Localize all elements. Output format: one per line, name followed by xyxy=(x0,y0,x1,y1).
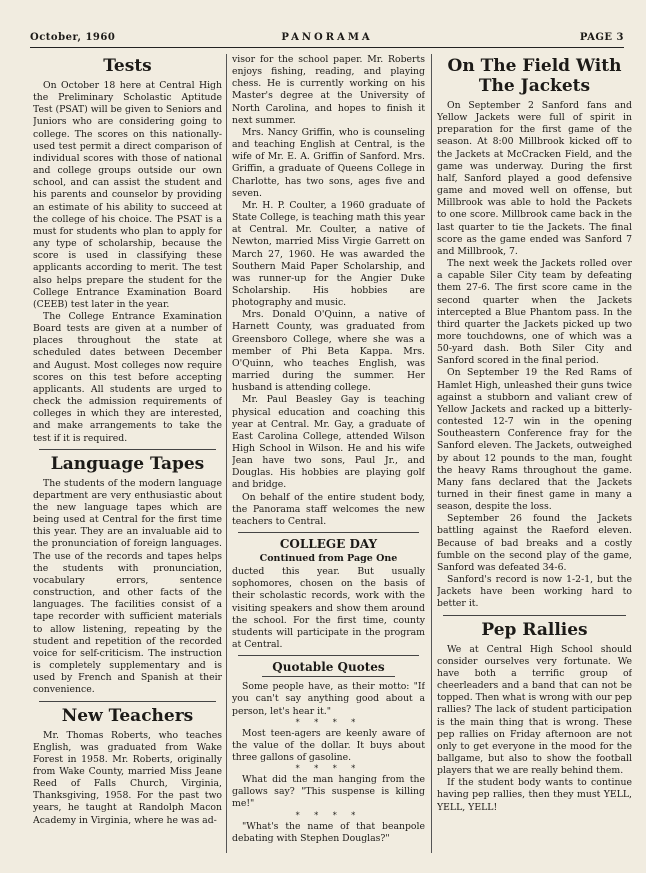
page-header xyxy=(30,32,624,46)
column-rule-1 xyxy=(226,54,227,853)
on-the-field-paragraph: September 26 found the Jackets battling against the Raeford eleven. Because of bad breaks and a costly fumble on the second play of the game, Sanford was defeated 34-6. xyxy=(437,513,632,573)
section-divider xyxy=(39,701,216,702)
quote-item: What did the man hanging from the gallows say? "This suspense is killing me!" xyxy=(232,774,425,810)
pep-rallies-paragraph: If the student body wants to continue having pep rallies, then they must YELL, YELL, YELL! xyxy=(437,777,632,813)
tests-headline: Tests xyxy=(103,56,152,76)
continued-notice: Continued from Page One xyxy=(259,553,398,565)
tests-article xyxy=(33,56,222,445)
tests-paragraph: The College Entrance Examination Board tests are given at a number of places throughout the state at scheduled dates between December and August. Most colleges now require scores on this test before accepting applicants. All students are urged to check the admission requirements of colleges in which they are interested, and make arrangements to take the test if it is required. xyxy=(33,310,222,444)
college-day-headline: COLLEGE DAY xyxy=(279,537,378,552)
section-divider xyxy=(39,449,216,450)
column-1 xyxy=(33,54,222,853)
language-tapes-headline: Language Tapes xyxy=(50,453,205,474)
section-divider xyxy=(443,615,626,616)
pep-rallies-article xyxy=(437,620,632,814)
section-divider xyxy=(238,532,419,533)
on-the-field-paragraph: The next week the Jackets rolled over a capable Siler City team by defeating them 27-6. The first score came in the second quarter when the Jackets intercepted a Blue Phantom pass. In the third quarter the Jackets picked up two more touchdowns, one of which was a 50-yard dash. Both Siler City and Sanford scored in the final period. xyxy=(437,258,632,367)
separator-stars: * * * * xyxy=(295,764,362,774)
pep-rallies-headline: Pep Rallies xyxy=(481,619,588,640)
quotable-quotes-headline: Quotable Quotes xyxy=(272,660,385,675)
column-3 xyxy=(437,54,632,853)
separator-stars: * * * * xyxy=(295,717,362,727)
quote-item: "What's the name of that beanpole debating with Stephen Douglas?" xyxy=(232,820,425,844)
new-teachers-paragraph: Mr. H. P. Coulter, a 1960 graduate of State College, is teaching math this year at Central. Mr. Coulter, a native of Newton, married Miss Virgie Garrett on March 27, 1960. He was awarded the Southern Maid Paper Scholarship, and was runner-up for the Angier Duke Scholarship. His hobbies are photography and music. xyxy=(232,199,425,309)
college-day-article xyxy=(232,537,425,651)
college-day-paragraph: ducted this year. But usually sophomores, chosen on the basis of their scholastic records, work with the visiting speakers and show them around the school. For the first time, county students will participate in the program at Central. xyxy=(232,566,425,651)
issue-date: October, 1960 xyxy=(30,32,116,43)
quotable-quotes-article xyxy=(232,660,425,845)
separator-stars: * * * * xyxy=(295,810,362,820)
on-the-field-paragraph: On September 2 Sanford fans and Yellow Jackets were full of spirit in preparation for the first game of the season. At 8:00 Millbrook kicked off to the Jackets at McCracken Field, and the game was underway. During the first half, Sanford played a good defensive game and moved well on offense, but Millbrook was able to hold the Packets to one score. Millbrook came back in the last quarter to tie the Jackets. The final score as the game ended was Sanford 7 and Millbrook, 7. xyxy=(437,100,632,257)
section-divider xyxy=(238,655,419,656)
language-tapes-paragraph: The students of the modern language department are very enthusiastic about the new language tapes which are being used at Central for the first time this year. They are an invaluable aid to the pronunciation of foreign languages. The use of the records and tapes helps the students with pronunciation, vocabulary errors, sentence construction, and other facts of the languages. The facilities consist of a tape recorder with sufficient materials to allow listening, repeating by the student and repetition of the recorded voice for self-criticism. The instruction is completely supplementary and is used by French and Spanish at their convenience. xyxy=(33,477,222,696)
on-the-field-article xyxy=(437,56,632,611)
page-number: PAGE 3 xyxy=(579,32,624,43)
new-teachers-paragraph: Mrs. Nancy Griffin, who is counseling and teaching English at Central, is the wife of Mr. E. A. Griffin of Sanford. Mrs. Griffin, a graduate of Queens College in Charlotte, has two sons, ages five and seven. xyxy=(232,126,425,199)
language-tapes-article xyxy=(33,454,222,697)
on-the-field-paragraph: Sanford's record is now 1-2-1, but the Jackets have been working hard to better it. xyxy=(437,574,632,610)
new-teachers-paragraph: On behalf of the entire student body, the Panorama staff welcomes the new teachers to Central. xyxy=(232,491,425,527)
new-teachers-continued xyxy=(232,54,425,528)
quote-item: Some people have, as their motto: "If you can't say anything good about a person, let's hear it." xyxy=(232,681,425,717)
new-teachers-headline: New Teachers xyxy=(61,705,194,726)
on-the-field-paragraph: On September 19 the Red Rams of Hamlet High, unleashed their guns twice against a stubborn and valiant crew of Yellow Jackets and racked up a bitterly-contested 12-7 win in the opening Southeastern Conference fray for the Sanford eleven. The Jackets, outweighed by about 12 pounds to the man, fought the heavy Rams throughout the game. Many fans declared that the Jackets turned in their finest game in many a season, despite the loss. xyxy=(437,367,632,513)
column-rule-2 xyxy=(431,54,432,853)
new-teachers-paragraph: visor for the school paper. Mr. Roberts enjoys fishing, reading, and playing chess. He is currently working on his Master's degree at the University of North Carolina, and hopes to finish it next summer. xyxy=(232,54,425,126)
pep-rallies-paragraph: We at Central High School should consider ourselves very fortunate. We have both a terrific group of cheerleaders and a band that can not be topped. Then what is wrong with our pep rallies? The lack of student participation is the main thing that is wrong. These pep rallies on Friday afternoon are not only to get everyone in the mood for the ballgame, but also to show the football players that we are really behind them. xyxy=(437,643,632,777)
tests-paragraph: On October 18 here at Central High the Preliminary Scholastic Aptitude Test (PSAT) will be given to Seniors and Juniors who are considering going to college. The scores on this nationally-used test permit a direct comparison of individual scores with those of national and college groups outside our own school, and can assist the student and his parents and counselor by providing an estimate of his ability to succeed at the college of his choice. The PSAT is a must for students who plan to apply for any type of scholarship, because the score is used in classifying these applicants according to merit. The test also helps prepare the student for the College Entrance Examination Board (CEEB) test later in the year. xyxy=(33,80,222,310)
column-2 xyxy=(232,54,425,853)
header-rule xyxy=(30,47,624,48)
headline-underline xyxy=(262,676,395,677)
on-the-field-headline: On The Field With The Jackets xyxy=(447,56,622,96)
new-teachers-paragraph: Mrs. Donald O'Quinn, a native of Harnett County, was graduated from Greensboro College, where she was a member of Phi Beta Kappa. Mrs. O'Quinn, who teaches English, was married during the summer. Her husband is attending college. xyxy=(232,309,425,394)
newspaper-name: PANORAMA xyxy=(281,32,373,43)
new-teachers-paragraph: Mr. Thomas Roberts, who teaches English, was graduated from Wake Forest in 1958. Mr. Roberts, originally from Wake County, married Miss Jeane Reed of Falls Church, Virginia, Thanksgiving, 1958. For the past two years, he taught at Randolph Macon Academy in Virginia, where he was ad- xyxy=(33,729,222,826)
quote-item: Most teen-agers are keenly aware of the value of the dollar. It buys about three gallons of gasoline. xyxy=(232,727,425,763)
new-teachers-paragraph: Mr. Paul Beasley Gay is teaching physical education and coaching this year at Central. Mr. Gay, a graduate of East Carolina College, attended Wilson High School in Wilson. He and his wife Jean have two sons, Paul Jr., and Douglas. His hobbies are playing golf and bridge. xyxy=(232,394,425,491)
new-teachers-article xyxy=(33,706,222,827)
